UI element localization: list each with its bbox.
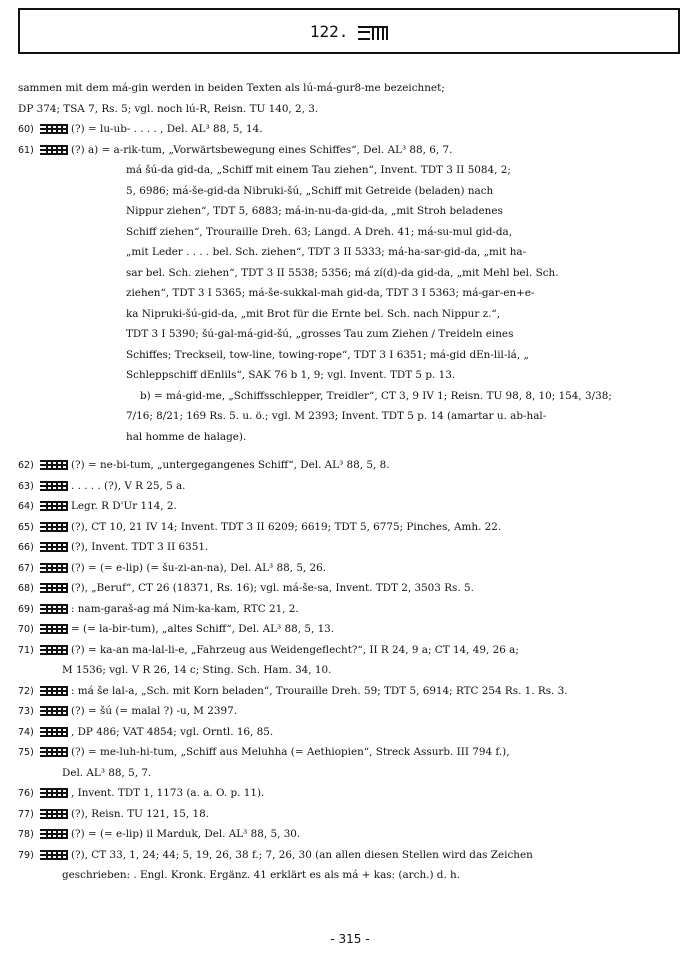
entry-text: Legr. R D'Ur 114, 2. [71, 500, 177, 512]
cuneiform-sign-icon [40, 747, 68, 757]
entry-text: (?) = lu-ub- . . . . , Del. AL³ 88, 5, 14. [71, 123, 263, 135]
entry-line [18, 517, 684, 538]
entry-text: (?), CT 33, 1, 24; 44; 5, 19, 26, 38 f.; 7, 26, 30 (an allen diesen Stellen wird das Zeichen [71, 848, 533, 861]
entry-line [18, 365, 684, 386]
entry-line [18, 496, 684, 517]
entry-number: 77) [18, 808, 34, 820]
entry-number: 67) [18, 562, 34, 574]
cuneiform-sign-icon [40, 624, 68, 634]
entry-line [18, 783, 684, 804]
entry-line [18, 558, 684, 579]
entry-text: Del. AL³ 88, 5, 7. [62, 766, 152, 779]
entry-number: 64) [18, 501, 34, 512]
entry-line [18, 660, 684, 681]
entry-line [18, 722, 684, 743]
entry-line [18, 578, 684, 599]
entry-line [18, 99, 684, 120]
entry-line [18, 804, 684, 825]
entry-text: (?) = ka-an ma-lal-li-e, „Fahrzeug aus Weidengeflecht?“, II R 24, 9 a; CT 14, 49, 26 a; [71, 643, 519, 656]
dictionary-entries [18, 78, 684, 886]
entry-text: (?), Reisn. TU 121, 15, 18. [71, 807, 209, 820]
entry-line [18, 640, 684, 661]
entry-number: 62) [18, 460, 34, 471]
entry-text: Schleppschiff dEnlils“, SAK 76 b 1, 9; vgl. Invent. TDT 5 p. 13. [126, 369, 456, 381]
entry-number: 74) [18, 726, 34, 738]
cuneiform-sign-icon [40, 645, 68, 655]
cuneiform-sign-icon [40, 850, 68, 860]
entry-text: sammen mit dem má-gin werden in beiden Texten als lú-má-gur8-me bezeichnet; [18, 82, 445, 94]
entry-line [18, 119, 684, 140]
entry-line [18, 476, 684, 497]
entry-text: hal homme de halage). [126, 430, 247, 443]
entry-text: sar bel. Sch. ziehen“, TDT 3 II 5538; 5356; má zí(d)-da gid-da, „mit Mehl bel. Sch. [126, 266, 559, 279]
entry-number: 78) [18, 829, 34, 840]
entry-number: 61) [18, 144, 34, 156]
entry-number: 76) [18, 788, 34, 799]
entry-number: 65) [18, 521, 34, 533]
cuneiform-sign-icon [40, 542, 68, 552]
entry-line [18, 324, 684, 345]
entry-text: , DP 486; VAT 4854; vgl. Orntl. 16, 85. [71, 725, 274, 738]
entry-text: má šú-da gid-da, „Schiff mit einem Tau ziehen“, Invent. TDT 3 II 5084, 2; [126, 164, 511, 176]
entry-line [18, 619, 684, 640]
cuneiform-sign-icon [40, 706, 68, 716]
entry-text: TDT 3 I 5390; šú-gal-má-gid-šú, „grosses Tau zum Ziehen / Treideln eines [126, 328, 514, 340]
entry-text: : nam-garaš-ag má Nim-ka-kam, RTC 21, 2. [71, 602, 299, 615]
entry-text: Schiff ziehen“, Trouraille Dreh. 63; Langd. A Dreh. 41; má-su-mul gid-da, [126, 225, 513, 238]
entry-text: . . . . . (?), V R 25, 5 a. [71, 479, 186, 492]
page-header [20, 22, 678, 41]
page-header-box [18, 8, 680, 54]
entry-text: „mit Leder . . . . bel. Sch. ziehen“, TDT 3 II 5333; má-ha-sar-gid-da, „mit ha- [126, 246, 527, 258]
entry-line [18, 763, 684, 784]
page-footer: - 315 - [330, 932, 370, 946]
entry-line [18, 701, 684, 722]
entry-text: (?) = (= e-lip) (= šu-zi-an-na), Del. AL³ 88, 5, 26. [71, 561, 327, 574]
entry-text: ka Nipruki-šú-gid-da, „mit Brot für die Ernte bel. Sch. nach Nippur z.“, [126, 307, 500, 320]
page-number: 122. [309, 22, 349, 41]
entry-text: Nippur ziehen“, TDT 5, 6883; má-in-nu-da-gid-da, „mit Stroh beladenes [126, 205, 503, 217]
entry-line [18, 455, 684, 476]
entry-line [18, 345, 684, 366]
entry-text: (?), Invent. TDT 3 II 6351. [71, 541, 209, 553]
cuneiform-sign-icon [40, 145, 68, 155]
entry-text: 5, 6986; má-še-gid-da Nibruki-šú, „Schiff mit Getreide (beladen) nach [126, 184, 494, 197]
entry-line [18, 427, 684, 448]
entry-line [18, 386, 684, 407]
entry-text: , Invent. TDT 1, 1173 (a. a. O. p. 11). [71, 787, 265, 799]
entry-text: (?) = me-luh-hi-tum, „Schiff aus Meluhha (= Aethiopien“, Streck Assurb. III 794 f.), [71, 746, 510, 758]
entry-line [18, 865, 684, 886]
entry-text: : má še lal-a, „Sch. mit Korn beladen“, Trouraille Dreh. 59; TDT 5, 6914; RTC 254 Rs. 1. Rs. 3. [71, 684, 568, 697]
entry-text: M 1536; vgl. V R 26, 14 c; Sting. Sch. Ham. 34, 10. [62, 664, 332, 676]
entry-text: DP 374; TSA 7, Rs. 5; vgl. noch lú-R, Reisn. TU 140, 2, 3. [18, 102, 319, 115]
entry-line [18, 140, 684, 161]
entry-line [18, 537, 684, 558]
spacer [18, 447, 684, 455]
entry-line [18, 242, 684, 263]
cuneiform-sign-icon [40, 604, 68, 614]
entry-text: ziehen“, TDT 3 I 5365; má-še-sukkal-mah gid-da, TDT 3 I 5363; má-gar-en+e- [126, 287, 535, 299]
entry-line [18, 181, 684, 202]
entry-text: (?) = šú (= malal ?) -u, M 2397. [71, 705, 237, 717]
entry-line [18, 263, 684, 284]
cuneiform-sign-icon [40, 829, 68, 839]
entry-line [18, 283, 684, 304]
entry-line [18, 222, 684, 243]
entry-number: 66) [18, 542, 34, 553]
entry-line [18, 201, 684, 222]
entry-text: Schiffes; Treckseil, tow-line, towing-rope“, TDT 3 I 6351; má-gid dEn-lil-lá, „ [126, 348, 529, 361]
entry-number: 72) [18, 685, 34, 697]
cuneiform-sign-icon [40, 124, 68, 134]
entry-number: 73) [18, 706, 34, 717]
cuneiform-sign-icon [40, 460, 68, 470]
cuneiform-sign-icon [40, 788, 68, 798]
entry-text: (?) a) = a-rik-tum, „Vorwärtsbewegung eines Schiffes“, Del. AL³ 88, 6, 7. [71, 143, 453, 156]
cuneiform-sign-icon [40, 522, 68, 532]
entry-text: (?), CT 10, 21 IV 14; Invent. TDT 3 II 6209; 6619; TDT 5, 6775; Pinches, Amh. 22. [71, 520, 502, 533]
entry-line [18, 160, 684, 181]
entry-number: 63) [18, 480, 34, 492]
cuneiform-sign-icon [40, 727, 68, 737]
entry-number: 75) [18, 747, 34, 758]
cuneiform-sign-icon [358, 26, 388, 40]
entry-line [18, 681, 684, 702]
cuneiform-sign-icon [40, 686, 68, 696]
cuneiform-sign-icon [40, 563, 68, 573]
entry-text: geschrieben: . Engl. Kronk. Ergänz. 41 erklärt es als má + kas: (arch.) d. h. [62, 869, 461, 881]
entry-number: 60) [18, 124, 34, 135]
entry-number: 69) [18, 603, 34, 615]
entry-text: (?), „Beruf“, CT 26 (18371, Rs. 16); vgl. má-še-sa, Invent. TDT 2, 3503 Rs. 5. [71, 582, 474, 594]
cuneiform-sign-icon [40, 501, 68, 511]
entry-text: = (= la-bir-tum), „altes Schiff“, Del. AL³ 88, 5, 13. [71, 623, 335, 635]
entry-line [18, 304, 684, 325]
entry-text: (?) = (= e-lip) il Marduk, Del. AL³ 88, 5, 30. [71, 828, 301, 840]
entry-line [18, 406, 684, 427]
cuneiform-sign-icon [40, 583, 68, 593]
entry-number: 71) [18, 644, 34, 656]
cuneiform-sign-icon [40, 809, 68, 819]
entry-line [18, 845, 684, 866]
entry-line [18, 599, 684, 620]
entry-number: 79) [18, 849, 34, 861]
entry-text: b) = má-gid-me, „Schiffsschlepper, Treidler“, CT 3, 9 IV 1; Reisn. TU 98, 8, 10; 154, 3/38; [140, 389, 612, 402]
entry-line [18, 824, 684, 845]
entry-line [18, 742, 684, 763]
entry-number: 68) [18, 583, 34, 594]
entry-text: 7/16; 8/21; 169 Rs. 5. u. ö.; vgl. M 2393; Invent. TDT 5 p. 14 (amartar u. ab-hal- [126, 410, 547, 422]
entry-number: 70) [18, 624, 34, 635]
entry-line [18, 78, 684, 99]
cuneiform-sign-icon [40, 481, 68, 491]
entry-text: (?) = ne-bi-tum, „untergegangenes Schiff“, Del. AL³ 88, 5, 8. [71, 459, 390, 471]
